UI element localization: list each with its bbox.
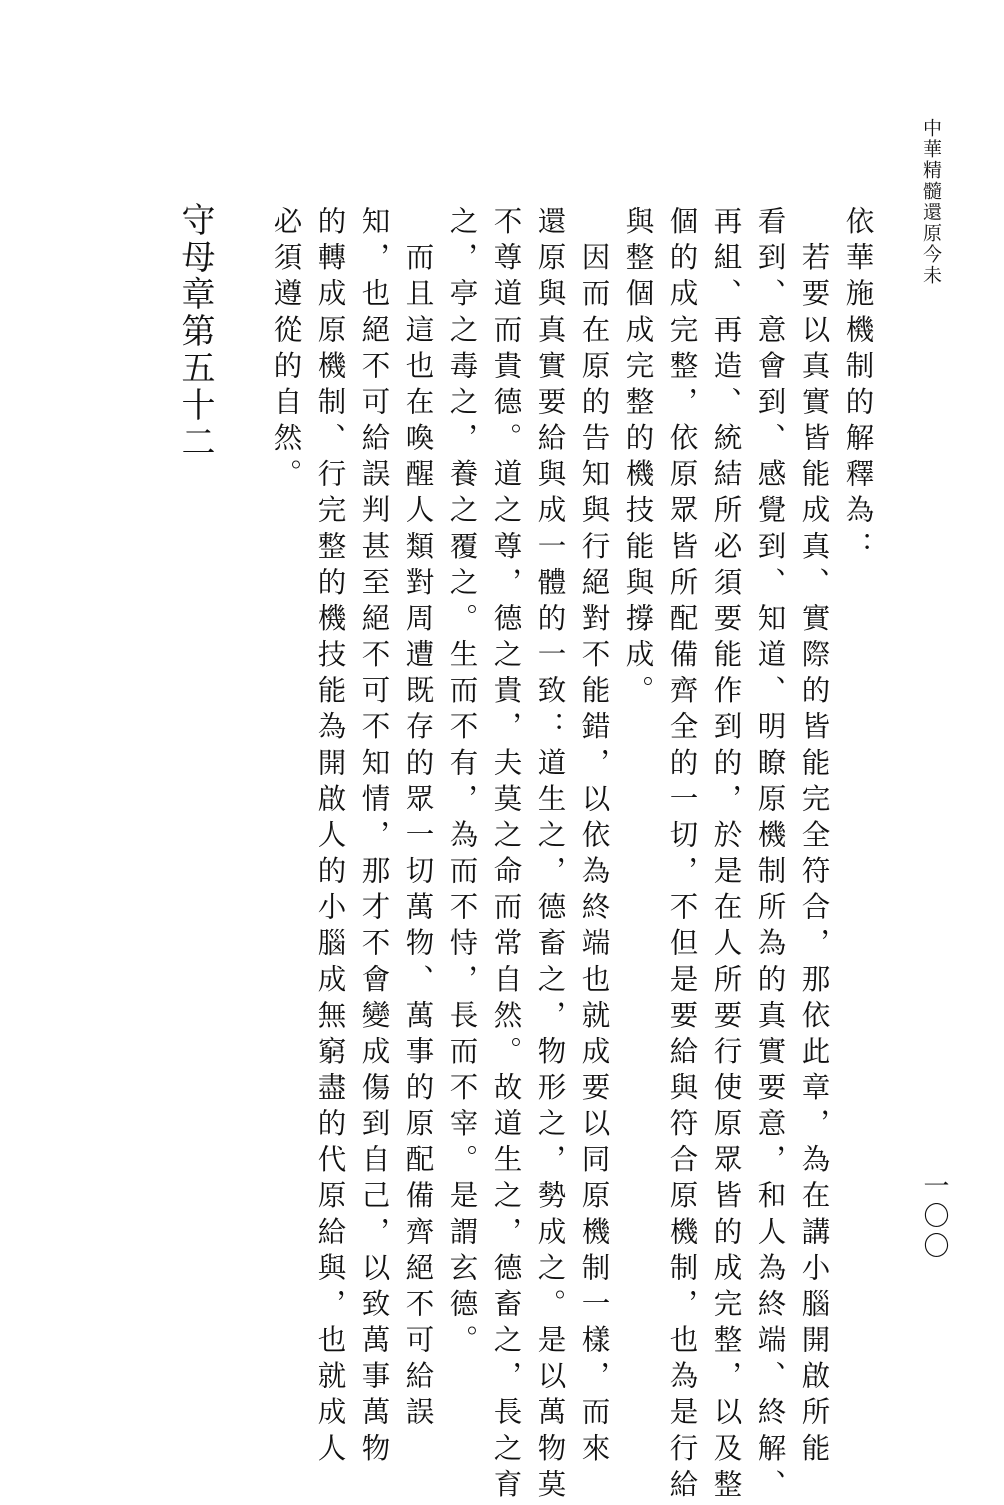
page-number: 一〇〇 bbox=[919, 1172, 949, 1262]
body-line: 而且這也在喚醒人類對周遭既存的眾一切萬物、萬事的原配備齊絕不可給誤 bbox=[401, 206, 435, 1433]
running-header: 中華精髓還原今未 bbox=[920, 118, 942, 286]
body-line: 個的成完整，依原眾皆所配備齊全的一切，不但是要給與符合原機制，也為是行給 bbox=[665, 206, 699, 1505]
body-line: 若要以真實皆能成真、實際的皆能完全符合，那依此章，為在講小腦開啟所能 bbox=[797, 206, 831, 1469]
body-line: 必須遵從的自然。 bbox=[269, 206, 303, 495]
body-line: 的轉成原機制、行完整的機技能為開啟人的小腦成無窮盡的代原給與，也就成人 bbox=[313, 206, 347, 1469]
body-line: 不尊道而貴德。道之尊，德之貴，夫莫之命而常自然。故道生之，德畜之，長之育 bbox=[489, 206, 523, 1505]
body-line: 看到、意會到、感覺到、知道、明瞭原機制所為的真實要意，和人為終端、終解、 bbox=[753, 206, 787, 1505]
body-line: 知，也絕不可給誤判甚至絕不可不知情，那才不會變成傷到自己，以致萬事萬物 bbox=[357, 206, 391, 1469]
body-line: 之，亭之毒之，養之覆之。生而不有，為而不恃，長而不宰。是謂玄德。 bbox=[445, 206, 479, 1361]
body-line: 再組、再造、統結所必須要能作到的，於是在人所要行使原眾皆的成完整，以及整 bbox=[709, 206, 743, 1505]
body-line: 依華施機制的解釋為： bbox=[841, 206, 875, 567]
body-line: 還原與真實要給與成一體的一致：道生之，德畜之，物形之，勢成之。是以萬物莫 bbox=[533, 206, 567, 1505]
body-line: 與整個成完整的機技能與撐成。 bbox=[621, 206, 655, 712]
chapter-title: 守母章第五十二 bbox=[175, 202, 215, 461]
body-line: 因而在原的告知與行絕對不能錯，以依為終端也就成要以同原機制一樣，而來 bbox=[577, 206, 611, 1469]
